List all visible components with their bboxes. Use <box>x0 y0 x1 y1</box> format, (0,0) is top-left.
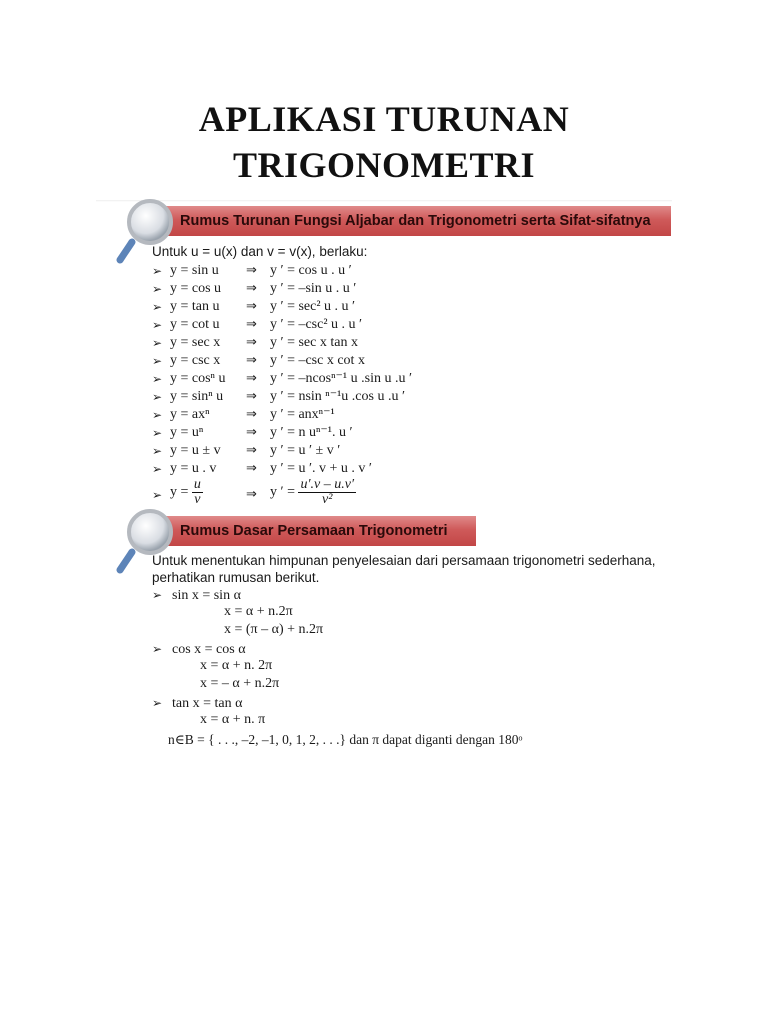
bullet-arrow-icon: ➢ <box>152 696 163 710</box>
rule-rhs: y ′ = cos u . u ′ <box>270 263 352 278</box>
derivative-rules-content <box>152 244 672 514</box>
equation-text: cos x = cos α <box>172 642 246 657</box>
section-intro: Untuk u = u(x) dan v = v(x), berlaku: <box>152 244 368 259</box>
implies-symbol: ⇒ <box>246 407 257 422</box>
rule-lhs <box>170 478 203 507</box>
rule-rhs: y ′ = –ncosⁿ⁻¹ u .sin u .u ′ <box>270 371 413 386</box>
rhs-numerator: u′.v – u.v′ <box>300 477 355 492</box>
rule-rhs: y ′ = –csc² u . u ′ <box>270 317 363 332</box>
bullet-arrow-icon: ➢ <box>152 282 163 296</box>
section-heading-band <box>154 516 476 546</box>
rhs-denominator: v² <box>322 492 333 507</box>
implies-symbol: ⇒ <box>246 389 257 404</box>
rule-lhs: y = u ± v <box>170 443 221 458</box>
section-heading: Rumus Dasar Persamaan Trigonometri <box>180 523 448 539</box>
integer-note: n∈B = { . . ., –2, –1, 0, 1, 2, . . .} dan π dapat diganti dengan 180ᵒ <box>168 732 523 747</box>
bullet-arrow-icon: ➢ <box>152 390 163 404</box>
rule-rhs: y ′ = u ′. v + u . v ′ <box>270 461 372 476</box>
bullet-arrow-icon: ➢ <box>152 642 163 656</box>
solution-line: x = – α + n.2π <box>200 676 280 691</box>
quotient-rhs-prefix: y ′ = <box>270 484 295 500</box>
rule-rhs: y ′ = anxⁿ⁻¹ <box>270 407 335 422</box>
solution-line: x = α + n. π <box>200 712 266 727</box>
implies-symbol: ⇒ <box>246 317 257 332</box>
rule-rhs: y ′ = u ′ ± v ′ <box>270 443 341 458</box>
rule-rhs: y ′ = n uⁿ⁻¹. u ′ <box>270 425 353 440</box>
lhs-numerator: u <box>193 477 201 492</box>
implies-symbol: ⇒ <box>246 263 257 278</box>
implies-symbol: ⇒ <box>246 425 257 440</box>
equation-cos <box>152 639 246 659</box>
rule-rhs: y ′ = –csc x cot x <box>270 353 365 368</box>
rule-lhs: y = uⁿ <box>170 425 204 440</box>
implies-symbol: ⇒ <box>246 353 257 368</box>
lhs-denominator: v <box>194 492 201 507</box>
implies-symbol: ⇒ <box>246 299 257 314</box>
implies-symbol: ⇒ <box>246 443 257 458</box>
section-divider <box>96 200 672 202</box>
rule-rhs: y ′ = sec² u . u ′ <box>270 299 356 314</box>
intro-line-2: perhatikan rumusan berikut. <box>152 570 320 585</box>
rule-lhs: y = cosⁿ u <box>170 371 226 386</box>
document-title <box>0 96 768 188</box>
bullet-arrow-icon: ➢ <box>152 488 163 502</box>
rule-lhs: y = tan u <box>170 299 220 314</box>
title-line-1: APLIKASI TURUNAN <box>198 99 570 139</box>
section-heading: Rumus Turunan Fungsi Aljabar dan Trigonometri serta Sifat-sifatnya <box>180 213 651 229</box>
rule-rhs <box>270 478 356 507</box>
bullet-arrow-icon: ➢ <box>152 462 163 476</box>
rule-rhs: y ′ = –sin u . u ′ <box>270 281 357 296</box>
equation-text: tan x = tan α <box>172 696 243 711</box>
bullet-arrow-icon: ➢ <box>152 408 163 422</box>
rule-lhs: y = sin u <box>170 263 219 278</box>
bullet-arrow-icon: ➢ <box>152 300 163 314</box>
implies-symbol: ⇒ <box>246 461 257 476</box>
lhs-fraction <box>192 478 203 507</box>
bullet-arrow-icon: ➢ <box>152 588 163 602</box>
rule-rhs: y ′ = sec x tan x <box>270 335 358 350</box>
rule-rhs: y ′ = nsin ⁿ⁻¹u .cos u .u ′ <box>270 389 406 404</box>
implies-symbol: ⇒ <box>246 335 257 350</box>
quotient-lhs-prefix: y = <box>170 484 189 500</box>
bullet-arrow-icon: ➢ <box>152 318 163 332</box>
implies-symbol: ⇒ <box>246 371 257 386</box>
bullet-arrow-icon: ➢ <box>152 336 163 350</box>
intro-line-1: Untuk menentukan himpunan penyelesaian dari persamaan trigonometri sederhana, <box>152 553 656 568</box>
solution-line: x = (π – α) + n.2π <box>224 622 324 637</box>
solution-line: x = α + n. 2π <box>200 658 273 673</box>
implies-symbol: ⇒ <box>246 281 257 296</box>
equations-content <box>152 553 672 753</box>
bullet-arrow-icon: ➢ <box>152 354 163 368</box>
rule-lhs: y = csc x <box>170 353 221 368</box>
solution-line: x = α + n.2π <box>224 604 293 619</box>
bullet-arrow-icon: ➢ <box>152 426 163 440</box>
rhs-fraction <box>298 478 356 507</box>
equation-sin <box>152 585 241 605</box>
implies-symbol: ⇒ <box>246 487 257 502</box>
rule-lhs: y = u . v <box>170 461 217 476</box>
bullet-arrow-icon: ➢ <box>152 444 163 458</box>
bullet-arrow-icon: ➢ <box>152 372 163 386</box>
rule-lhs: y = cot u <box>170 317 220 332</box>
section-heading-band <box>154 206 671 236</box>
equation-tan <box>152 693 242 713</box>
rule-lhs: y = sinⁿ u <box>170 389 224 404</box>
bullet-arrow-icon: ➢ <box>152 264 163 278</box>
rule-lhs: y = axⁿ <box>170 407 210 422</box>
equation-text: sin x = sin α <box>172 588 241 603</box>
rule-lhs: y = cos u <box>170 281 222 296</box>
rule-lhs: y = sec x <box>170 335 221 350</box>
title-line-2: TRIGONOMETRI <box>232 145 536 185</box>
